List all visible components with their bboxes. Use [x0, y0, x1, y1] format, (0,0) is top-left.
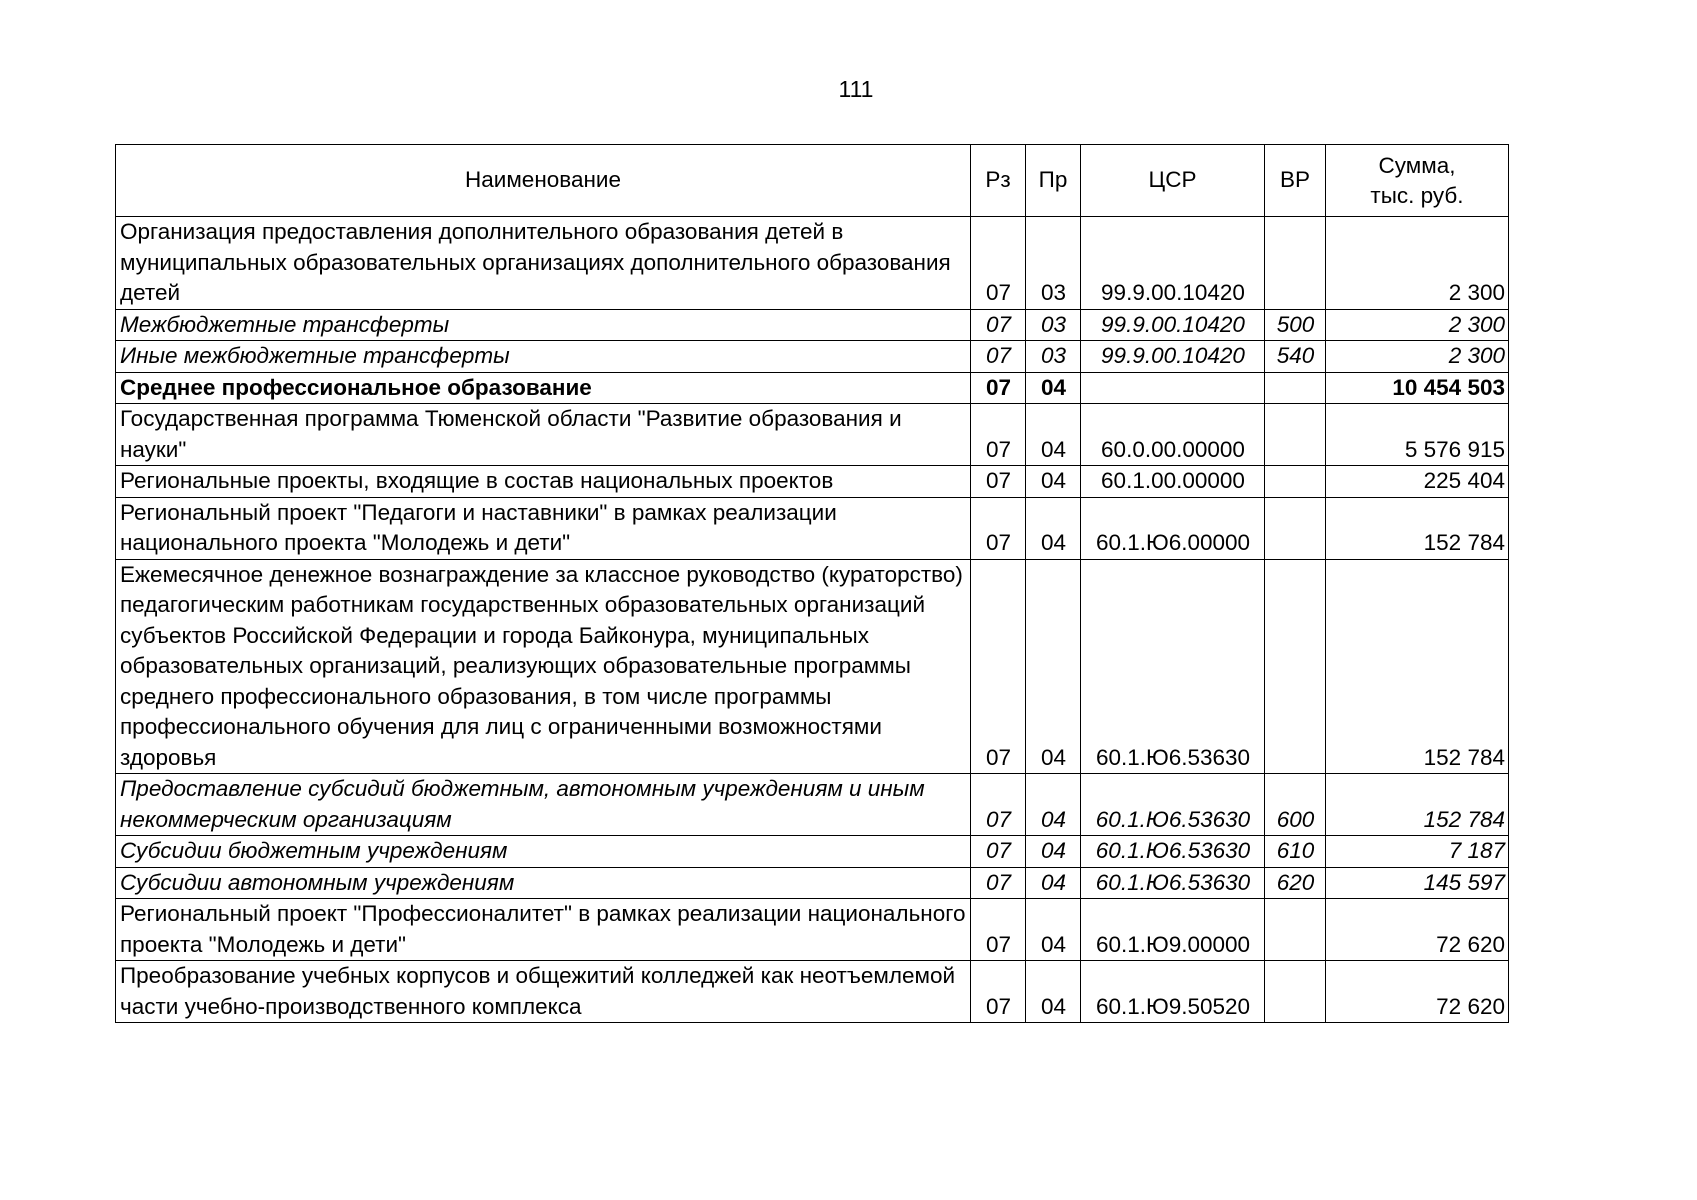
row-pr: 04 — [1026, 961, 1081, 1023]
table-row — [116, 466, 1509, 498]
row-vr — [1265, 404, 1326, 466]
table-row — [116, 404, 1509, 466]
row-name: Иные межбюджетные трансферты — [116, 341, 971, 373]
table-row — [116, 961, 1509, 1023]
row-name: Региональный проект "Педагоги и наставники" в рамках реализации национального проекта "Молодежь и дети" — [116, 497, 971, 559]
table-row — [116, 497, 1509, 559]
row-name: Среднее профессиональное образование — [116, 372, 971, 404]
row-csr: 99.9.00.10420 — [1081, 217, 1265, 310]
row-vr — [1265, 497, 1326, 559]
header-sum-line1: Сумма, — [1378, 152, 1456, 178]
row-sum: 152 784 — [1326, 559, 1509, 774]
row-csr: 60.1.Ю6.00000 — [1081, 497, 1265, 559]
row-rz: 07 — [971, 372, 1026, 404]
table-row — [116, 899, 1509, 961]
row-rz: 07 — [971, 341, 1026, 373]
row-rz: 07 — [971, 836, 1026, 868]
row-sum: 152 784 — [1326, 774, 1509, 836]
row-rz: 07 — [971, 497, 1026, 559]
row-pr: 04 — [1026, 466, 1081, 498]
row-csr: 60.1.Ю6.53630 — [1081, 867, 1265, 899]
row-csr: 60.1.Ю9.50520 — [1081, 961, 1265, 1023]
row-vr: 610 — [1265, 836, 1326, 868]
row-vr — [1265, 372, 1326, 404]
table-row — [116, 559, 1509, 774]
table-row — [116, 867, 1509, 899]
table-row — [116, 217, 1509, 310]
page-number: 111 — [838, 76, 874, 102]
table-row — [116, 309, 1509, 341]
row-pr: 04 — [1026, 559, 1081, 774]
row-csr: 60.1.Ю6.53630 — [1081, 559, 1265, 774]
row-vr — [1265, 961, 1326, 1023]
row-sum: 2 300 — [1326, 217, 1509, 310]
row-sum: 7 187 — [1326, 836, 1509, 868]
row-sum: 225 404 — [1326, 466, 1509, 498]
row-pr: 03 — [1026, 217, 1081, 310]
table-row — [116, 774, 1509, 836]
row-name: Региональный проект "Профессионалитет" в рамках реализации национального проекта "Молодежь и дети" — [116, 899, 971, 961]
table-row — [116, 341, 1509, 373]
row-rz: 07 — [971, 559, 1026, 774]
row-sum: 145 597 — [1326, 867, 1509, 899]
row-pr: 03 — [1026, 309, 1081, 341]
header-sum — [1326, 145, 1509, 217]
row-sum: 72 620 — [1326, 899, 1509, 961]
table-row — [116, 372, 1509, 404]
row-csr: 60.0.00.00000 — [1081, 404, 1265, 466]
row-pr: 04 — [1026, 372, 1081, 404]
row-vr: 620 — [1265, 867, 1326, 899]
row-name: Субсидии бюджетным учреждениям — [116, 836, 971, 868]
row-name: Межбюджетные трансферты — [116, 309, 971, 341]
row-rz: 07 — [971, 774, 1026, 836]
row-pr: 04 — [1026, 867, 1081, 899]
row-csr: 99.9.00.10420 — [1081, 309, 1265, 341]
row-name: Ежемесячное денежное вознаграждение за классное руководство (кураторство) педагогическим работникам государственных образовательных организаций субъектов Российской Федерации и города Байконура, муниципальных образовательных организаций, реализующих образовательные программы среднего профессионального образования, в том числе программы профессионального обучения для лиц с ограниченными возможностями здоровья — [116, 559, 971, 774]
row-vr — [1265, 559, 1326, 774]
row-pr: 04 — [1026, 404, 1081, 466]
row-name: Субсидии автономным учреждениям — [116, 867, 971, 899]
header-name: Наименование — [116, 145, 971, 217]
row-csr: 60.1.Ю6.53630 — [1081, 836, 1265, 868]
header-csr: ЦСР — [1081, 145, 1265, 217]
row-name: Преобразование учебных корпусов и общежитий колледжей как неотъемлемой части учебно-производственного комплекса — [116, 961, 971, 1023]
row-pr: 04 — [1026, 836, 1081, 868]
row-sum: 2 300 — [1326, 309, 1509, 341]
row-rz: 07 — [971, 899, 1026, 961]
row-vr: 540 — [1265, 341, 1326, 373]
row-pr: 04 — [1026, 774, 1081, 836]
header-vr: ВР — [1265, 145, 1326, 217]
row-name: Предоставление субсидий бюджетным, автономным учреждениям и иным некоммерческим организациям — [116, 774, 971, 836]
row-sum: 152 784 — [1326, 497, 1509, 559]
row-vr — [1265, 217, 1326, 310]
row-sum: 2 300 — [1326, 341, 1509, 373]
row-pr: 03 — [1026, 341, 1081, 373]
row-csr: 60.1.Ю6.53630 — [1081, 774, 1265, 836]
header-pr: Пр — [1026, 145, 1081, 217]
row-rz: 07 — [971, 217, 1026, 310]
row-sum: 72 620 — [1326, 961, 1509, 1023]
table-header-row — [116, 145, 1509, 217]
row-name: Региональные проекты, входящие в состав национальных проектов — [116, 466, 971, 498]
row-vr — [1265, 899, 1326, 961]
row-vr: 500 — [1265, 309, 1326, 341]
row-sum: 5 576 915 — [1326, 404, 1509, 466]
row-rz: 07 — [971, 867, 1026, 899]
table-row — [116, 836, 1509, 868]
row-vr: 600 — [1265, 774, 1326, 836]
row-name: Организация предоставления дополнительного образования детей в муниципальных образовательных организациях дополнительного образования детей — [116, 217, 971, 310]
row-csr — [1081, 372, 1265, 404]
row-vr — [1265, 466, 1326, 498]
row-csr: 60.1.Ю9.00000 — [1081, 899, 1265, 961]
row-rz: 07 — [971, 309, 1026, 341]
row-sum: 10 454 503 — [1326, 372, 1509, 404]
header-rz: Рз — [971, 145, 1026, 217]
row-csr: 99.9.00.10420 — [1081, 341, 1265, 373]
row-rz: 07 — [971, 404, 1026, 466]
row-name: Государственная программа Тюменской области "Развитие образования и науки" — [116, 404, 971, 466]
row-pr: 04 — [1026, 899, 1081, 961]
header-sum-line2: тыс. руб. — [1370, 182, 1464, 208]
row-rz: 07 — [971, 961, 1026, 1023]
row-rz: 07 — [971, 466, 1026, 498]
budget-table — [115, 144, 1509, 1023]
row-csr: 60.1.00.00000 — [1081, 466, 1265, 498]
row-pr: 04 — [1026, 497, 1081, 559]
